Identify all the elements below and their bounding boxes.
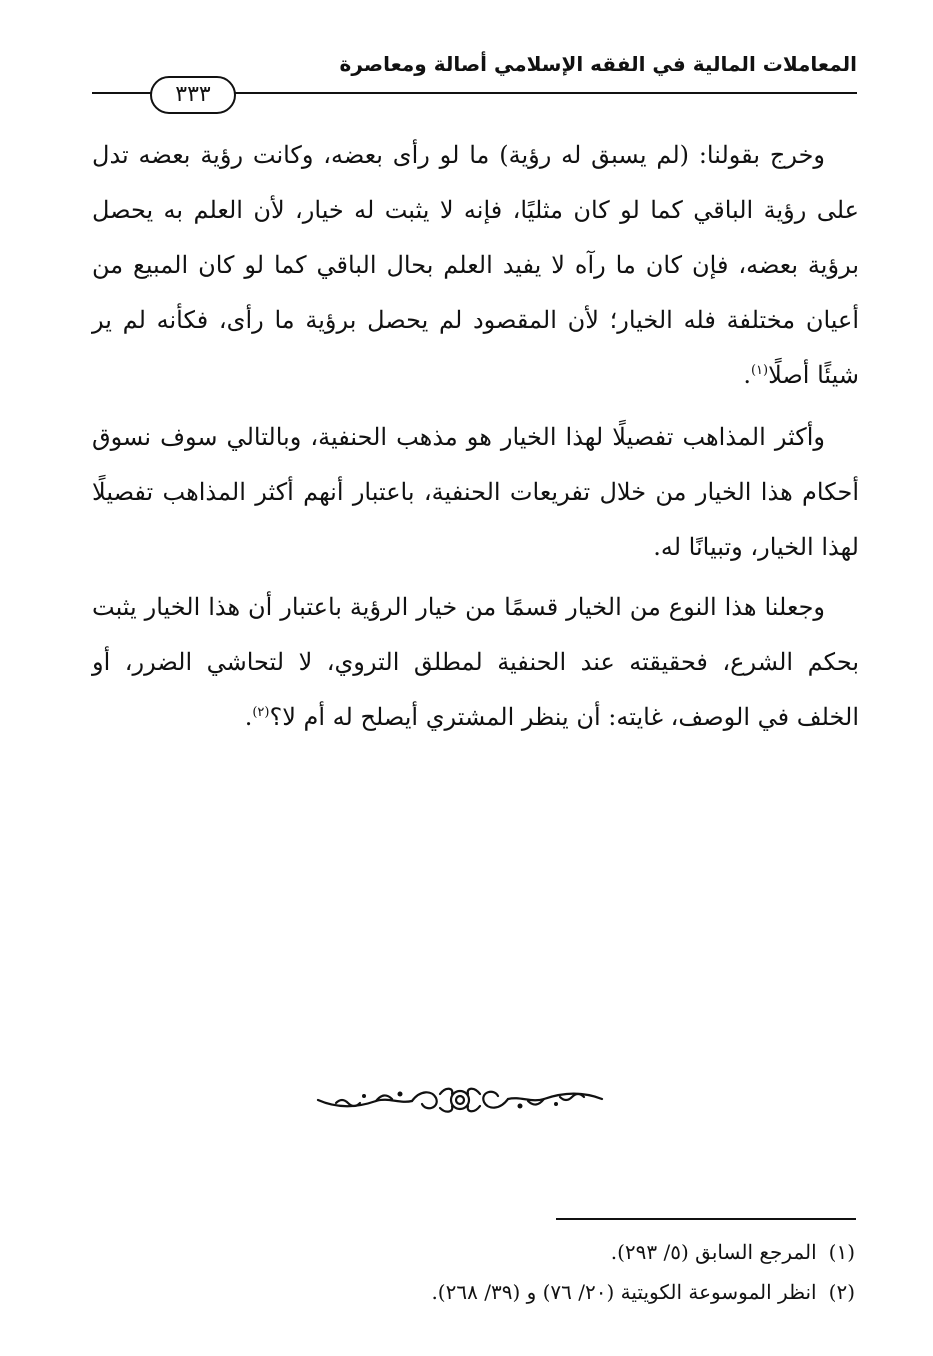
paragraph-3-tail: . — [244, 703, 253, 731]
paragraph-1-body: وخرج بقولنا: (لم يسبق له رؤية) ما لو رأى بعضه، وكانت رؤية بعضه تدل على رؤية الباقي كما لو كان مثليًا، فإنه لا يثبت له خيار، لأن العلم به يحصل برؤية بعضه، فإن كان ما رآه لا يفيد العلم بحال الباقي كما لو كان المبيع من أعيان مختلفة فله الخيار؛ لأن المقصود لم يحصل برؤية ما رأى، فكأنه لم ير شيئًا أصلًا — [92, 141, 859, 389]
footnote-2 — [255, 1272, 855, 1312]
running-title: المعاملات المالية في الفقه الإسلامي أصالة ومعاصرة — [339, 52, 857, 76]
footnote-1 — [255, 1232, 855, 1272]
paragraph-3-text — [92, 580, 859, 745]
footnotes — [255, 1232, 855, 1312]
footnote-ref-1[interactable]: (١) — [750, 363, 769, 378]
footnote-2-text: انظر الموسوعة الكويتية (٢٠/ ٧٦) و (٣٩/ ٢٦٨). — [431, 1280, 817, 1304]
footnote-1-number: (١) — [828, 1240, 855, 1264]
footnote-2-number: (٢) — [828, 1280, 855, 1304]
footnote-1-text: المرجع السابق (٥/ ٢٩٣). — [610, 1240, 817, 1264]
floral-divider-icon — [316, 1082, 604, 1118]
paragraph-1-text — [92, 128, 859, 403]
paragraph-2 — [92, 410, 859, 575]
paragraph-1-tail: . — [743, 361, 751, 389]
page-number: ٣٣٣ — [150, 76, 236, 114]
paragraph-3 — [92, 580, 859, 745]
footnote-rule — [556, 1218, 856, 1220]
paragraph-2-text: وأكثر المذاهب تفصيلًا لهذا الخيار هو مذهب الحنفية، وبالتالي سوف نسوق أحكام هذا الخيار من خلال تفريعات الحنفية، باعتبار أنهم أكثر المذاهب تفصيلًا لهذا الخيار، وتبيانًا له. — [92, 423, 859, 561]
paragraph-1 — [92, 128, 859, 403]
paragraph-3-body: وجعلنا هذا النوع من الخيار قسمًا من خيار الرؤية باعتبار أن هذا الخيار يثبت بحكم الشرع، فحقيقته عند الحنفية لمطلق التروي، لا لتحاشي الضرر، أو الخلف في الوصف، غايته: أن ينظر المشتري أيصلح له أم لا؟ — [92, 593, 859, 731]
footnote-ref-2[interactable]: (٢) — [252, 705, 270, 720]
